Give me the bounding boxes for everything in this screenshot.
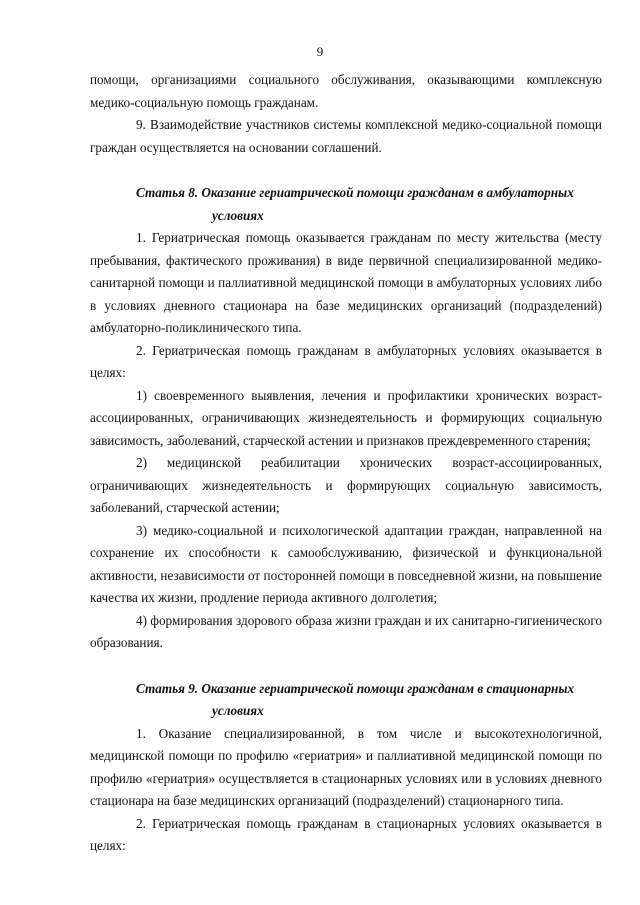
article-9-heading-line2: условиях <box>212 703 264 718</box>
article-8-subitem-1: 1) своевременного выявления, лечения и профилактики хронических возраст-ассоциированных, ограничивающих жизнедеятельность и формирующих социальную зависимость, заболеваний, старческой астении и признаков преждевременного старения; <box>90 387 602 448</box>
article-8-subitem-3: 3) медико-социальной и психологической адаптации граждан, направленной на сохранение их способности к самообслуживанию, физической и функциональной активности, независимости от посторонней помощи в повседневной жизни, на повышение качества их жизни, продление периода активного долголетия; <box>90 522 602 605</box>
article-8-paragraph-2: 2. Гериатрическая помощь гражданам в амбулаторных условиях оказывается в целях: <box>90 342 602 380</box>
article-8-heading-line1: Статья 8. Оказание гериатрической помощи гражданам в амбулаторных <box>136 185 574 200</box>
article-9-paragraph-2: 2. Гериатрическая помощь гражданам в стационарных условиях оказывается в целях: <box>90 815 602 853</box>
article-9-heading-line1: Статья 9. Оказание гериатрической помощи гражданам в стационарных <box>136 680 575 696</box>
page-number: 9 <box>316 44 324 59</box>
article-9-heading <box>90 678 602 723</box>
paragraph-continuation: помощи, организациями социального обслуживания, оказывающими комплексную медико-социальную помощь гражданам. <box>90 72 602 110</box>
article-8-paragraph-1: 1. Гериатрическая помощь оказывается гражданам по месту жительства (месту пребывания, фактического проживания) в виде первичной специализированной медико-санитарной помощи и паллиативной медицинской помощи в амбулаторных условиях либо в условиях дневного стационара на базе медицинских организаций (подразделений) амбулаторно-поликлинического типа. <box>90 230 602 335</box>
paragraph-item-9: 9. Взаимодействие участников системы комплексной медико-социальной помощи граждан осуществляется на основании соглашений. <box>90 117 602 155</box>
article-8-heading <box>90 182 602 227</box>
article-8-heading-line2: условиях <box>212 207 264 223</box>
article-8-subitem-4: 4) формирования здорового образа жизни граждан и их санитарно-гигиенического образования. <box>90 612 602 650</box>
article-8-subitem-2: 2) медицинской реабилитации хронических возраст-ассоциированных, ограничивающих жизнедеятельность и формирующих социальную зависимость, заболеваний, старческой астении; <box>90 455 602 515</box>
article-9-paragraph-1: 1. Оказание специализированной, в том числе и высокотехнологичной, медицинской помощи по профилю «гериатрия» и паллиативной медицинской помощи по профилю «гериатрия» осуществляется в стационарных условиях или в условиях дневного стационара на базе медицинских организаций (подразделений) стационарного типа. <box>90 725 602 808</box>
document-body <box>90 69 602 858</box>
